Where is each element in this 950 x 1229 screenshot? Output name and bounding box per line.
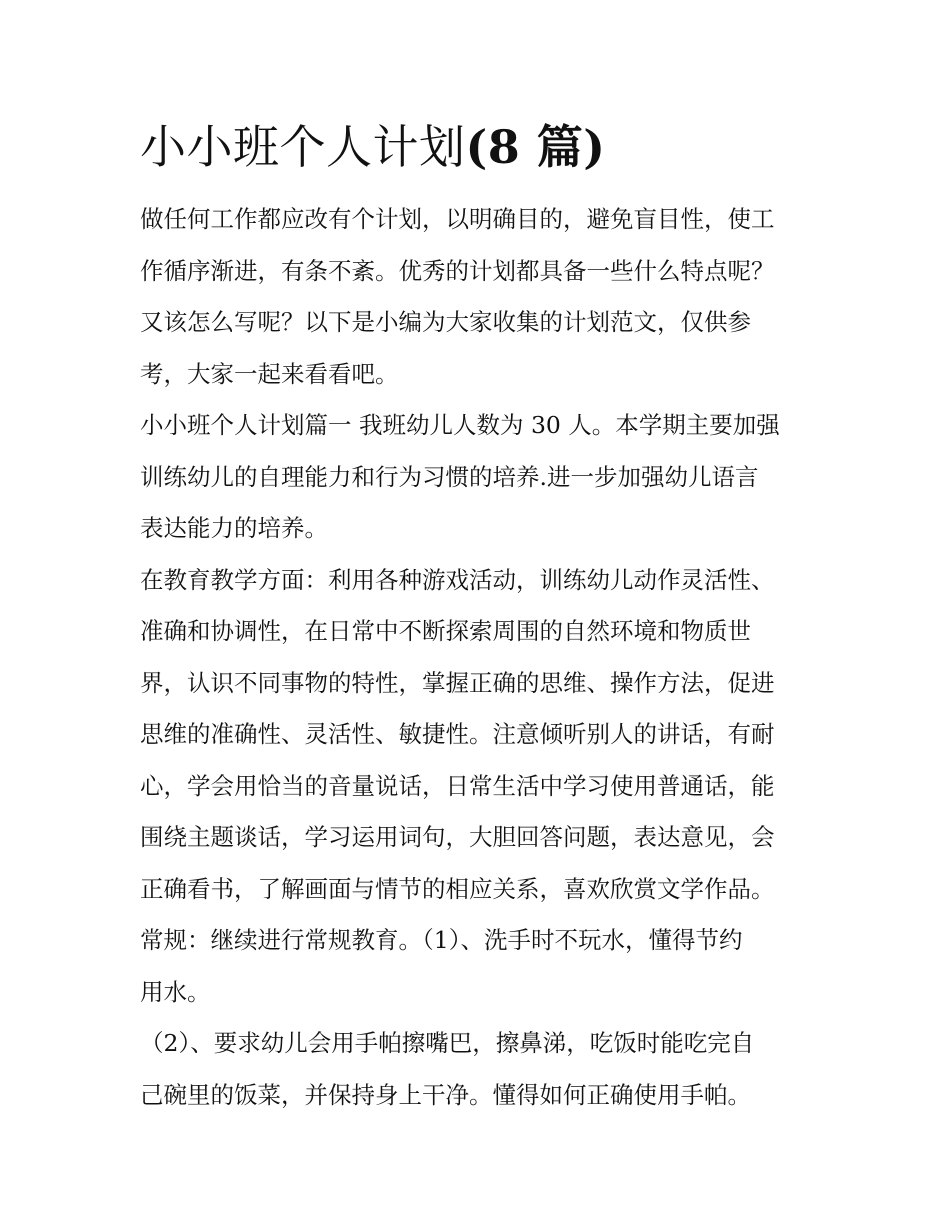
text-line: 在教育教学方面：利用各种游戏活动，训练幼儿动作灵活性、 xyxy=(140,565,775,594)
text-line: 正确看书，了解画面与情节的相应关系，喜欢欣赏文学作品。 xyxy=(140,874,775,903)
text-line: 准确和协调性，在日常中不断探索周围的自然环境和物质世 xyxy=(140,617,751,645)
text-line: 训练幼儿的自理能力和行为习惯的培养.进一步加强幼儿语言 xyxy=(140,462,759,491)
text-line: 己碗里的饭菜，并保持身上干净。懂得如何正确使用手帕。 xyxy=(140,1080,751,1109)
paragraph-routine xyxy=(140,915,820,1018)
text-line: 考，大家一起来看看吧。 xyxy=(140,359,399,388)
title-suffix: (8 篇) xyxy=(465,120,606,174)
text-line: 思维的准确性、灵活性、敏捷性。注意倾听别人的讲话，有耐 xyxy=(140,720,775,748)
paragraph-routine-two xyxy=(140,1018,820,1121)
text-line: 表达能力的培养。 xyxy=(140,514,328,542)
document-page xyxy=(140,114,820,1121)
text-line: 心，学会用恰当的音量说话，日常生活中学习使用普通话，能 xyxy=(140,771,775,800)
text-line: 小小班个人计划篇一 我班幼儿人数为 30 人。本学期主要加强 xyxy=(140,411,780,439)
text-line: 常规：继续进行常规教育。（1）、洗手时不玩水，懂得节约 xyxy=(140,926,743,954)
text-line: （2）、要求幼儿会用手帕擦嘴巴，擦鼻涕，吃饭时能吃完自 xyxy=(140,1029,755,1057)
title-main: 小小班个人计划 xyxy=(140,120,466,174)
text-line: 用水。 xyxy=(140,977,211,1006)
paragraph-intro xyxy=(140,194,820,400)
document-title xyxy=(140,114,820,180)
text-line: 界，认识不同事物的特性，掌握正确的思维、操作方法，促进 xyxy=(140,668,775,697)
text-line: 又该怎么写呢？以下是小编为大家收集的计划范文，仅供参 xyxy=(140,308,751,336)
paragraph-education xyxy=(140,555,820,916)
text-line: 作循序渐进，有条不紊。优秀的计划都具备一些什么特点呢？ xyxy=(140,256,775,285)
text-line: 做任何工作都应改有个计划，以明确目的，避免盲目性，使工 xyxy=(140,205,775,233)
text-line: 围绕主题谈话，学习运用词句，大胆回答问题，表达意见，会 xyxy=(140,823,775,851)
paragraph-plan-one xyxy=(140,400,820,555)
